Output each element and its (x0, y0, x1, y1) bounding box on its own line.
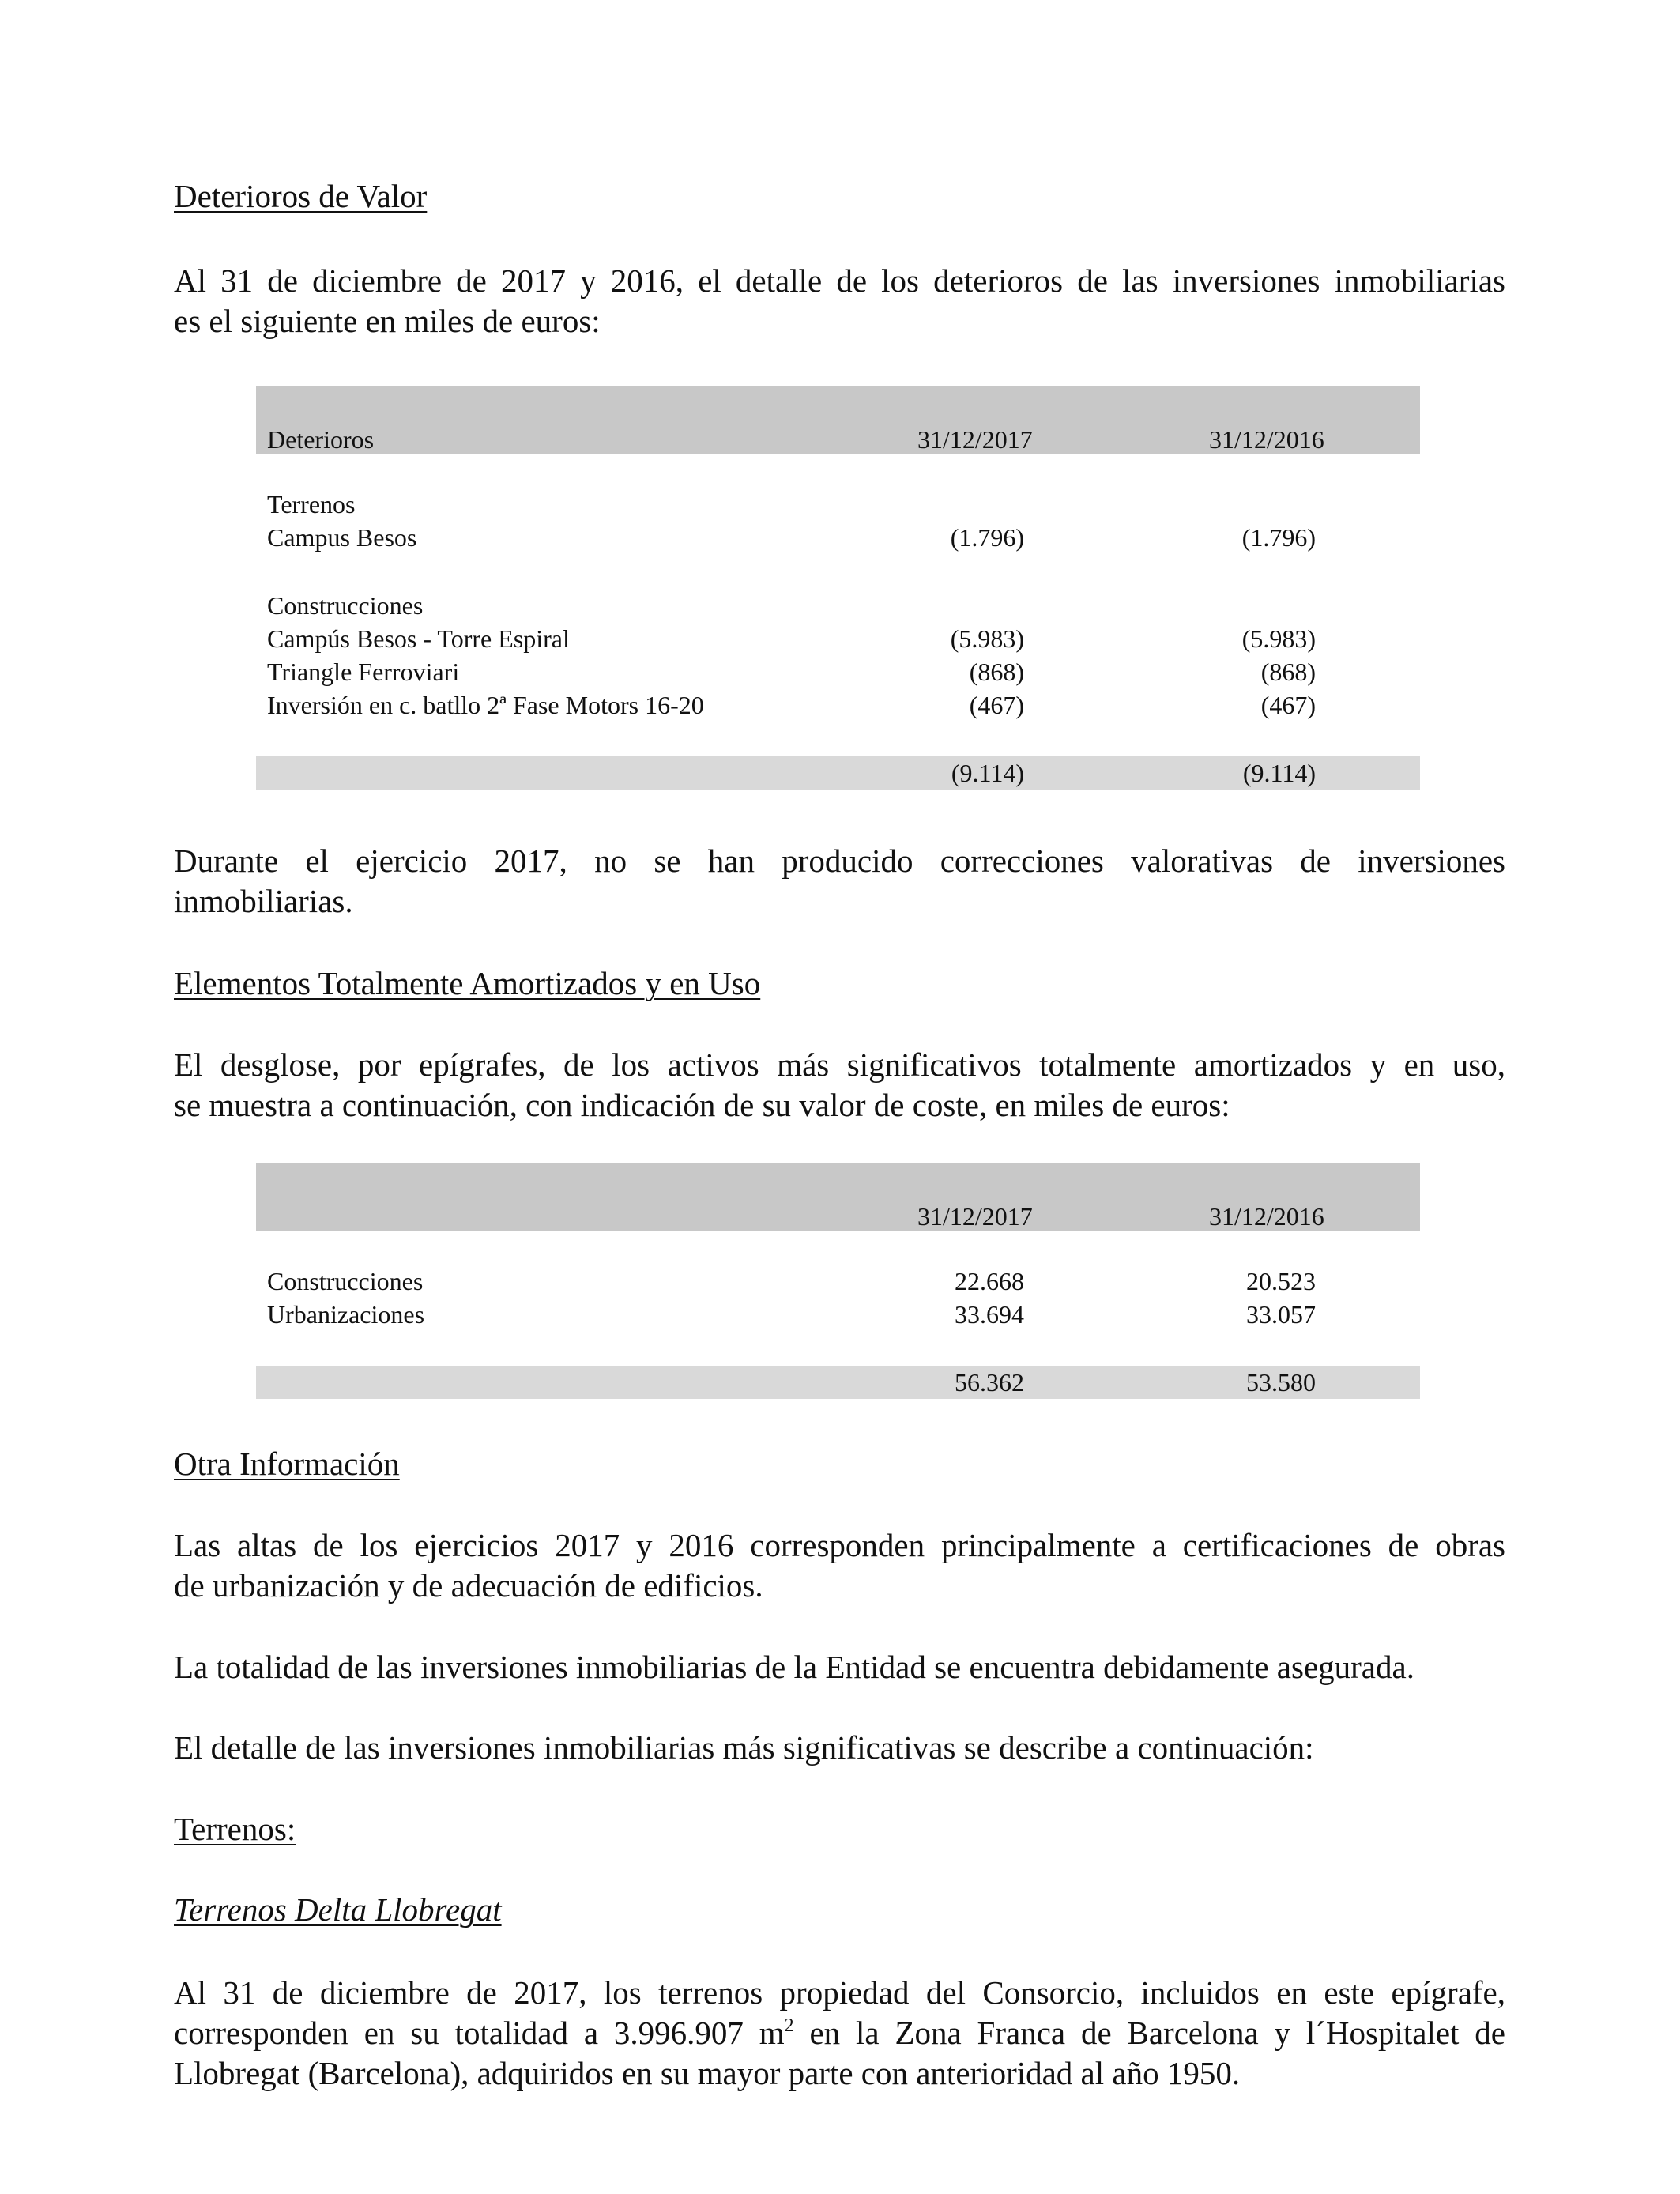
row-label: Construcciones (267, 1267, 424, 1295)
paragraph-line: El desglose, por epígrafes, de los activos más significativos totalmente amortizados y en uso, (174, 1046, 1505, 1083)
paragraph-totalidad (174, 1647, 1505, 1687)
row-value-2016: (868) (1260, 658, 1316, 686)
row-value-2016: (1.796) (1241, 523, 1316, 552)
table-total-row (256, 756, 1420, 790)
heading-otra-informacion: Otra Información (174, 1446, 400, 1482)
paragraph-altas (174, 1525, 1505, 1606)
total-value-2016: (9.114) (1242, 759, 1316, 787)
table-header-2017: 31/12/2017 (917, 1202, 1033, 1231)
paragraph-line (174, 2013, 1505, 2053)
paragraph-line: Las altas de los ejercicios 2017 y 2016 corresponden principalmente a certificaciones de obras (174, 1527, 1505, 1563)
table-header-row (256, 1163, 1420, 1231)
table-deterioros (256, 386, 1420, 793)
row-label: Inversión en c. batllo 2ª Fase Motors 16-20 (267, 691, 704, 719)
paragraph-line: de urbanización y de adecuación de edificios. (174, 1567, 763, 1604)
row-value-2017: 22.668 (955, 1267, 1024, 1295)
paragraph-line: Durante el ejercicio 2017, no se han producido correcciones valorativas de inversiones (174, 843, 1505, 879)
table-header-2016: 31/12/2016 (1209, 425, 1324, 454)
table-header-2016: 31/12/2016 (1209, 1202, 1324, 1231)
text-segment: corresponden en su totalidad a 3.996.907 m (174, 2015, 785, 2051)
paragraph-line: inmobiliarias. (174, 883, 353, 919)
row-value-2016: (467) (1260, 691, 1316, 719)
row-value-2017: (868) (969, 658, 1024, 686)
heading-terrenos: Terrenos: (174, 1811, 296, 1847)
row-label: Campus Besos (267, 523, 417, 552)
paragraph-durante (174, 841, 1505, 922)
total-value-2017: 56.362 (955, 1368, 1024, 1397)
row-label: Urbanizaciones (267, 1300, 425, 1329)
paragraph-detalle (174, 1728, 1505, 1768)
table-total-row (256, 1366, 1420, 1399)
paragraph-line: se muestra a continuación, con indicación de su valor de coste, en miles de euros: (174, 1087, 1230, 1123)
row-value-2016: 20.523 (1246, 1267, 1316, 1295)
row-value-2017: (1.796) (950, 523, 1024, 552)
table-header-row (256, 386, 1420, 454)
heading-elementos-amortizados: Elementos Totalmente Amortizados y en Uso (174, 965, 761, 1001)
row-value-2017: (5.983) (950, 624, 1024, 653)
paragraph-line: Llobregat (Barcelona), adquiridos en su mayor parte con anterioridad al año 1950. (174, 2055, 1241, 2091)
paragraph-delta-llobregat (174, 1973, 1505, 2094)
heading-terrenos-delta-llobregat: Terrenos Delta Llobregat (174, 1891, 502, 1928)
row-label: Construcciones (267, 591, 424, 620)
paragraph-line: La totalidad de las inversiones inmobiliarias de la Entidad se encuentra debidamente asegurada. (174, 1649, 1414, 1685)
paragraph-elementos-intro (174, 1045, 1505, 1125)
heading-deterioros: Deterioros de Valor (174, 178, 428, 214)
total-value-2016: 53.580 (1246, 1368, 1316, 1397)
row-value-2017: 33.694 (955, 1300, 1024, 1329)
paragraph-line: Al 31 de diciembre de 2017 y 2016, el detalle de los deterioros de las inversiones inmobiliarias (174, 262, 1505, 299)
row-value-2016: 33.057 (1246, 1300, 1316, 1329)
table-header-2017: 31/12/2017 (917, 425, 1033, 454)
table-amortizados (256, 1163, 1420, 1400)
row-label: Triangle Ferroviari (267, 658, 460, 686)
row-value-2017: (467) (969, 691, 1024, 719)
superscript: 2 (784, 2015, 794, 2036)
paragraph-line: El detalle de las inversiones inmobiliarias más significativas se describe a continuación: (174, 1729, 1314, 1766)
paragraph-line: es el siguiente en miles de euros: (174, 303, 601, 339)
row-label: Terrenos (267, 490, 356, 518)
row-label: Campús Besos - Torre Espiral (267, 624, 570, 653)
text-segment: en la Zona Franca de Barcelona y l´Hospitalet de (793, 2015, 1505, 2051)
row-value-2016: (5.983) (1241, 624, 1316, 653)
total-value-2017: (9.114) (951, 759, 1024, 787)
paragraph-line: Al 31 de diciembre de 2017, los terrenos propiedad del Consorcio, incluidos en este epígrafe, (174, 1974, 1505, 2011)
table-header-label: Deterioros (267, 425, 375, 454)
paragraph-deterioros-intro (174, 261, 1505, 341)
